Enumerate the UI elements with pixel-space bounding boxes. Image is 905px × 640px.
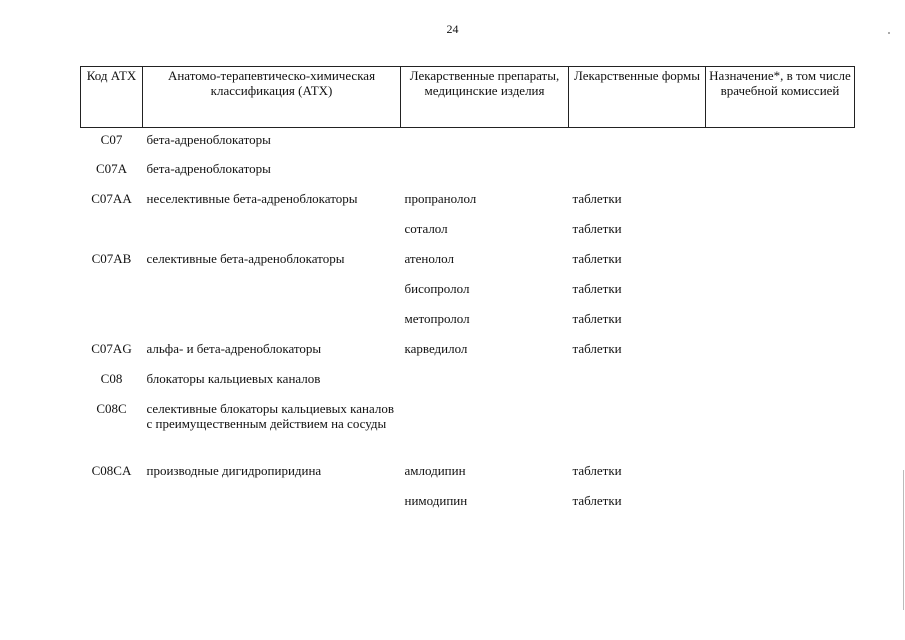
atc-code-cell: C07A	[95, 160, 128, 176]
atc-code-cell: C08	[100, 370, 123, 386]
drug-cell: нимодипин	[404, 492, 468, 508]
header-atc-code: Код АТХ	[81, 67, 143, 128]
atc-code-cell	[81, 311, 143, 341]
atc-code-cell	[81, 281, 143, 311]
purpose-cell	[706, 161, 855, 191]
header-atc-classification: Анатомо-терапевтическо-химическая классификация (АТХ)	[143, 67, 401, 128]
classification-cell: производные дигидропиридина	[146, 462, 322, 478]
dosage-form-cell: таблетки	[572, 462, 622, 478]
page-number: 24	[446, 22, 459, 36]
drug-cell: метопролол	[404, 310, 470, 326]
table-row	[81, 463, 855, 493]
purpose-cell	[706, 493, 855, 523]
drug-cell	[401, 371, 569, 401]
purpose-cell	[706, 341, 855, 371]
purpose-cell	[706, 251, 855, 281]
table-row	[81, 401, 855, 463]
table-row	[81, 161, 855, 191]
drug-cell: карведилол	[404, 340, 468, 356]
classification-cell: селективные бета-адреноблокаторы	[146, 250, 345, 266]
scan-artifact-line	[903, 470, 904, 610]
dosage-form-cell	[569, 128, 706, 161]
table-row	[81, 371, 855, 401]
dosage-form-cell: таблетки	[572, 310, 622, 326]
classification-cell	[143, 493, 401, 523]
classification-cell	[143, 221, 401, 251]
purpose-cell	[706, 463, 855, 493]
drug-cell	[401, 128, 569, 161]
drug-cell: бисопролол	[404, 280, 470, 296]
classification-cell: неселективные бета-адреноблокаторы	[146, 190, 358, 206]
dosage-form-cell	[569, 371, 706, 401]
dosage-form-cell	[569, 401, 706, 463]
atc-code-cell: C07AG	[91, 340, 132, 356]
drug-cell: атенолол	[404, 250, 454, 266]
table-row	[81, 493, 855, 523]
table-body	[81, 128, 855, 523]
purpose-cell	[706, 128, 855, 161]
atc-code-cell: C07	[100, 132, 123, 147]
classification-cell	[143, 311, 401, 341]
drug-cell	[401, 401, 569, 463]
header-dosage-forms: Лекарственные формы	[569, 67, 706, 128]
purpose-cell	[706, 191, 855, 221]
purpose-cell	[706, 311, 855, 341]
classification-cell: бета-адреноблокаторы	[146, 132, 271, 147]
dosage-form-cell: таблетки	[572, 340, 622, 356]
drug-cell	[401, 161, 569, 191]
purpose-cell	[706, 221, 855, 251]
dosage-form-cell: таблетки	[572, 250, 622, 266]
atc-code-cell: C07AA	[91, 190, 132, 206]
classification-cell	[143, 281, 401, 311]
dosage-form-cell	[569, 161, 706, 191]
atc-code-cell: C07AB	[91, 250, 132, 266]
drug-cell: соталол	[404, 220, 448, 236]
atc-code-cell	[81, 221, 143, 251]
classification-cell: селективные блокаторы кальциевых каналов с преимущественным действием на сосуды	[146, 400, 394, 431]
table-row	[81, 251, 855, 281]
table-row	[81, 341, 855, 371]
dosage-form-cell: таблетки	[572, 190, 622, 206]
dosage-form-cell: таблетки	[572, 492, 622, 508]
scan-artifact-dot	[888, 32, 890, 34]
table-row	[81, 281, 855, 311]
table-row	[81, 311, 855, 341]
table-header-row	[81, 67, 855, 128]
table-row	[81, 128, 855, 161]
table-row	[81, 221, 855, 251]
purpose-cell	[706, 371, 855, 401]
table-row	[81, 191, 855, 221]
purpose-cell	[706, 281, 855, 311]
atc-code-cell: C08CA	[91, 462, 132, 478]
classification-cell: альфа- и бета-адреноблокаторы	[146, 340, 322, 356]
dosage-form-cell: таблетки	[572, 220, 622, 236]
atc-code-cell: C08C	[96, 400, 127, 416]
purpose-cell	[706, 401, 855, 463]
dosage-form-cell: таблетки	[572, 280, 622, 296]
classification-cell: блокаторы кальциевых каналов	[146, 370, 321, 386]
header-purpose: Назначение*, в том числе врачебной комиссией	[706, 67, 855, 128]
header-drugs: Лекарственные препараты, медицинские изделия	[401, 67, 569, 128]
drug-cell: пропранолол	[404, 190, 477, 206]
atc-code-cell	[81, 493, 143, 523]
drug-cell: амлодипин	[404, 462, 466, 478]
drug-list-table	[80, 66, 855, 523]
classification-cell: бета-адреноблокаторы	[146, 160, 271, 176]
